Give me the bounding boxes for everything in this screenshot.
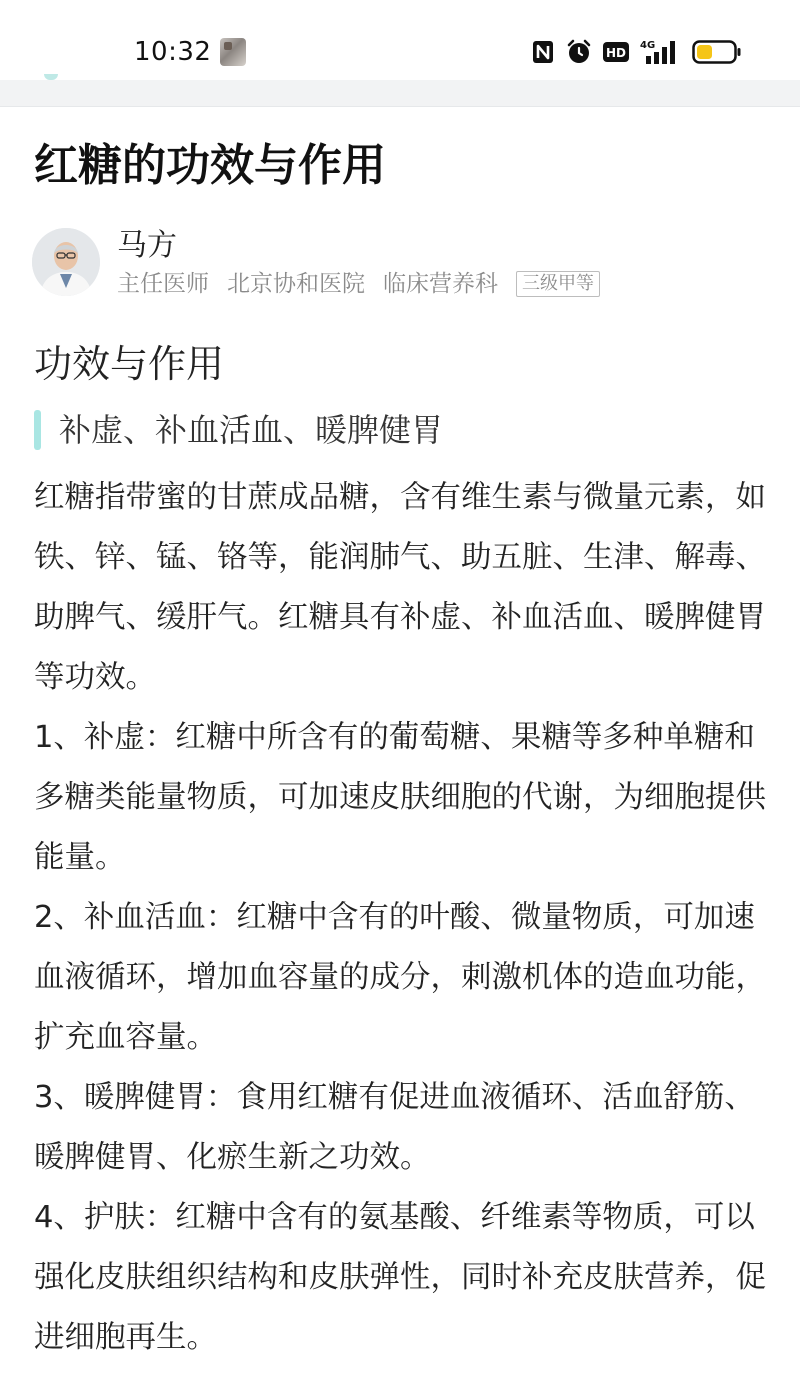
signal-4g-icon (640, 38, 682, 66)
hd-icon (603, 38, 629, 66)
hd-label: HD (605, 46, 627, 60)
author-avatar[interactable] (32, 228, 100, 296)
paragraph-item-3: 3、暖脾健胃：食用红糖有促进血液循环、活血舒筋、暖脾健胃、化瘀生新之功效。 (34, 1080, 755, 1175)
nfc-icon (531, 38, 555, 66)
alarm-clock-icon (565, 38, 593, 66)
notification-thumbnail-icon (220, 38, 246, 66)
subheading-accent-bar (34, 410, 41, 450)
author-name[interactable]: 马方 (117, 228, 177, 263)
toolbar-strip (0, 80, 800, 107)
subheading-text: 补虚、补血活血、暖脾健胃 (59, 411, 444, 449)
battery-icon (692, 38, 742, 66)
author-hospital: 北京协和医院 (227, 271, 365, 297)
paragraph-intro: 红糖指带蜜的甘蔗成品糖，含有维生素与微量元素，如铁、锌、锰、铬等，能润肺气、助五脏、生津、解毒、助脾气、缓肝气。红糖具有补虚、补血活血、暖脾健胃等功效。 (34, 480, 766, 695)
page-title: 红糖的功效与作用 (34, 140, 386, 191)
paragraph-item-4: 4、护肤：红糖中含有的氨基酸、纤维素等物质，可以强化皮肤组织结构和皮肤弹性，同时补充皮肤营养，促进细胞再生。 (34, 1200, 766, 1355)
subheading (34, 408, 443, 452)
author-meta (117, 268, 600, 300)
status-time: 10:32 (134, 37, 212, 67)
author-role: 主任医师 (117, 271, 209, 297)
status-bar (0, 0, 800, 80)
hospital-tier-badge: 三级甲等 (516, 271, 600, 297)
paragraph-item-2: 2、补血活血：红糖中含有的叶酸、微量物质，可加速血液循环，增加血容量的成分，刺激机体的造血功能，扩充血容量。 (34, 900, 766, 1055)
article-body (34, 468, 774, 1368)
author-department: 临床营养科 (383, 271, 498, 297)
paragraph-item-1: 1、补虚：红糖中所含有的葡萄糖、果糖等多种单糖和多糖类能量物质，可加速皮肤细胞的代谢，为细胞提供能量。 (34, 720, 766, 875)
author-card[interactable] (32, 226, 772, 302)
section-heading: 功效与作用 (34, 342, 225, 386)
network-type-label: 4G (640, 40, 656, 51)
